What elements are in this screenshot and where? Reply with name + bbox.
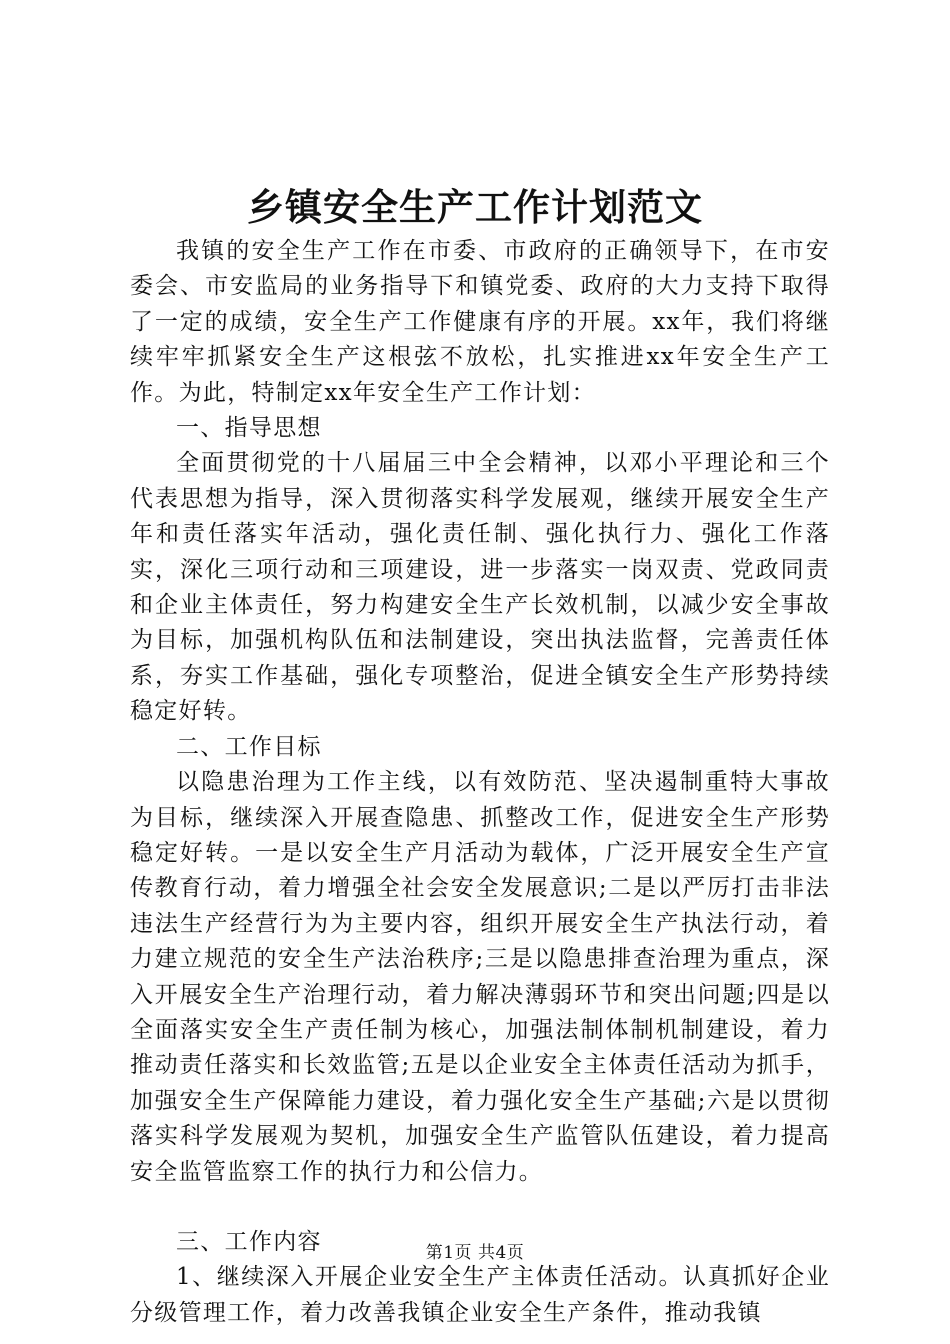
intro-paragraph: 我镇的安全生产工作在市委、市政府的正确领导下，在市安委会、市安监局的业务指导下和镇党委、政府的大力支持下取得了一定的成绩，安全生产工作健康有序的开展。xx年，我们将继续牢牢抓紧安全生产这根弦不放松，扎实推进xx年安全生产工作。为此，特制定xx年安全生产工作计划： <box>130 238 830 406</box>
section-heading-guiding-thought: 一、指导思想 <box>176 415 322 442</box>
document-body <box>130 234 830 1331</box>
section-heading-work-goals: 二、工作目标 <box>176 733 322 760</box>
section-heading-work-content: 三、工作内容 <box>176 1228 322 1255</box>
guiding-thought-paragraph: 全面贯彻党的十八届届三中全会精神，以邓小平理论和三个代表思想为指导，深入贯彻落实科学发展观，继续开展安全生产年和责任落实年活动，强化责任制、强化执行力、强化工作落实，深化三项行动和三项建设，进一步落实一岗双责、党政同责和企业主体责任，努力构建安全生产长效机制，以减少安全事故为目标，加强机构队伍和法制建设，突出执法监督，完善责任体系，夯实工作基础，强化专项整治，促进全镇安全生产形势持续稳定好转。 <box>130 450 830 725</box>
work-goals-paragraph: 以隐患治理为工作主线，以有效防范、坚决遏制重特大事故为目标，继续深入开展查隐患、抓整改工作，促进安全生产形势稳定好转。一是以安全生产月活动为载体，广泛开展安全生产宣传教育行动，着力增强全社会安全发展意识;二是以严厉打击非法违法生产经营行为为主要内容，组织开展安全生产执法行动，着力建立规范的安全生产法治秩序;三是以隐患排查治理为重点，深入开展安全生产治理行动，着力解决薄弱环节和突出问题;四是以全面落实安全生产责任制为核心，加强法制体制机制建设，着力推动责任落实和长效监管;五是以企业安全主体责任活动为抓手，加强安全生产保障能力建设，着力强化安全生产基础;六是以贯彻落实科学发展观为契机，加强安全生产监管队伍建设，着力提高安全监管监察工作的执行力和公信力。 <box>130 769 830 1185</box>
work-content-paragraph: 1、继续深入开展企业安全生产主体责任活动。认真抓好企业分级管理工作，着力改善我镇企业安全生产条件，推动我镇 <box>130 1264 830 1326</box>
page-number: 第1页 共4页 <box>425 1243 525 1263</box>
document-title: 乡镇安全生产工作计划范文 <box>247 185 703 229</box>
